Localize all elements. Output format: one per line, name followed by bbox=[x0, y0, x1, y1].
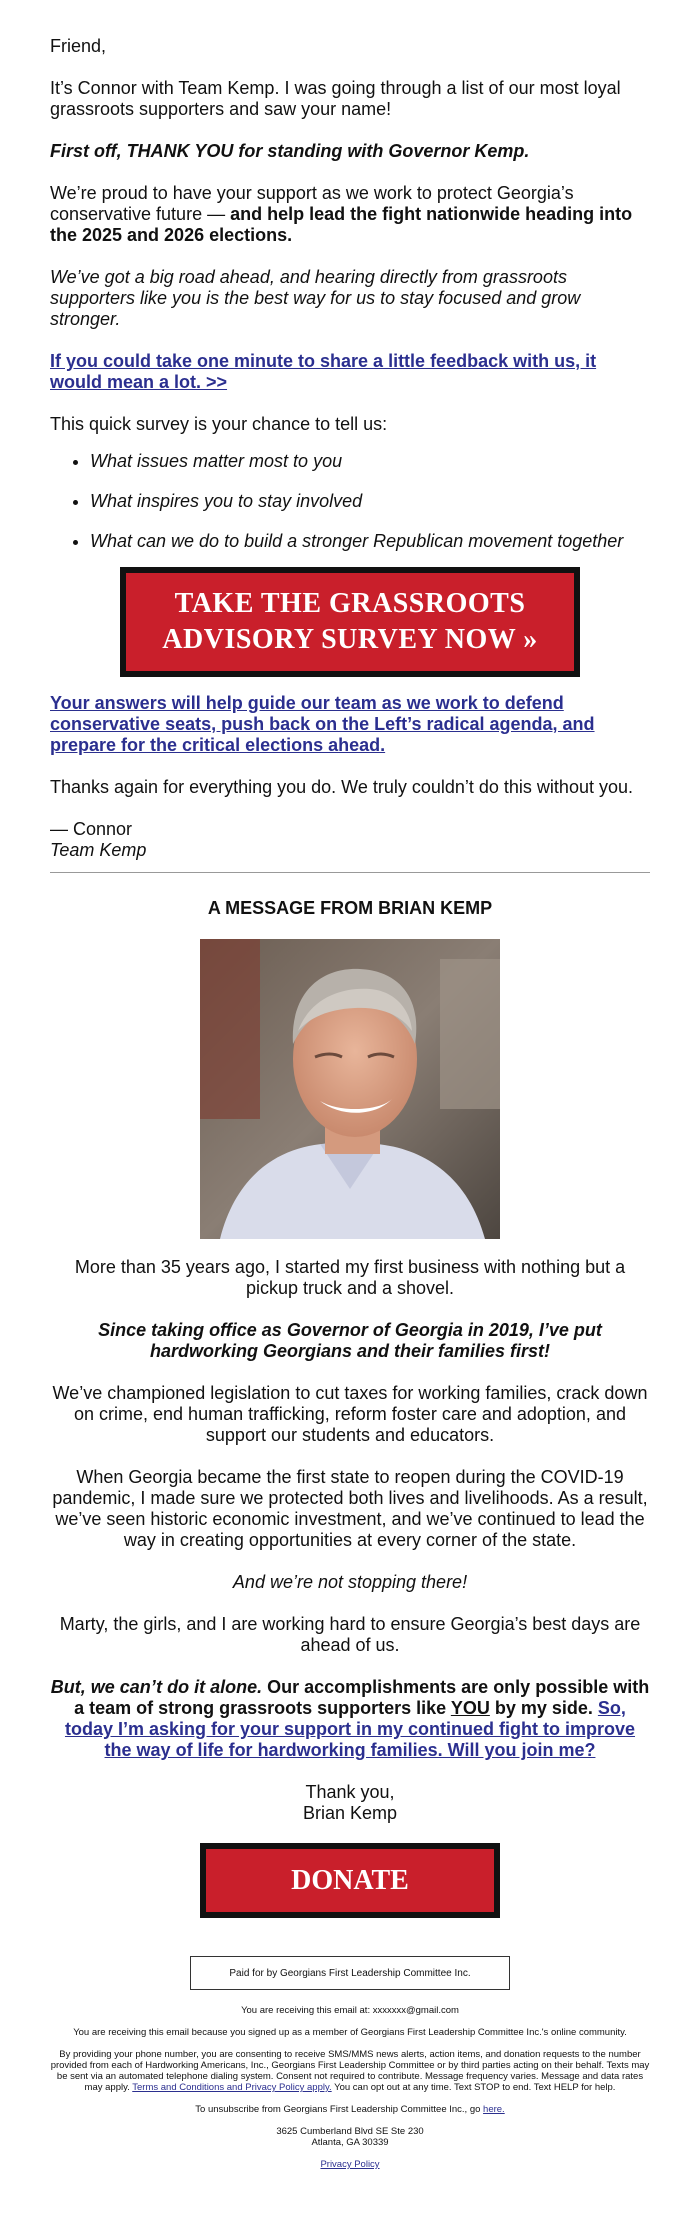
cant-do-alone: But, we can’t do it alone. bbox=[50, 1677, 263, 1697]
unsubscribe-line bbox=[50, 2104, 650, 2115]
support-link[interactable]: So, today I’m asking for your support in my continued fight to improve the way of life for hardworking families. Will you join me? bbox=[64, 1698, 636, 1760]
you-emphasis: YOU bbox=[450, 1698, 490, 1718]
message-paragraph-3: We’ve championed legislation to cut taxes for working families, crack down on crime, end human trafficking, reform foster care and adoption, and support our students and educators. bbox=[52, 1383, 648, 1445]
signature-team: Team Kemp bbox=[50, 840, 147, 860]
message-paragraph-7 bbox=[50, 1677, 650, 1761]
donate-label[interactable]: DONATE bbox=[206, 1849, 494, 1912]
bullet-item: • What issues matter most to you bbox=[90, 451, 690, 472]
donate-button[interactable] bbox=[200, 1843, 500, 1918]
paid-for-text: Paid for by Georgians First Leadership Committee Inc. bbox=[229, 1967, 471, 1979]
receiving-label: You are receiving this email at: bbox=[241, 2005, 373, 2016]
bullet-item: • What inspires you to stay involved bbox=[90, 491, 690, 512]
bullet-item: • What can we do to build a stronger Republican movement together bbox=[90, 531, 690, 552]
survey-cta-label[interactable] bbox=[126, 573, 574, 671]
intro-paragraph-3-a: We’re proud to have your support as we work to protect Georgia’s conservative future — bbox=[50, 183, 574, 224]
message-paragraph-1: More than 35 years ago, I started my first business with nothing but a pickup truck and a shovel. bbox=[74, 1257, 626, 1298]
address-line-1: 3625 Cumberland Blvd SE Ste 230 bbox=[276, 2126, 424, 2137]
member-notice: You are receiving this email because you signed up as a member of Georgians First Leadership Committee Inc.'s online community. bbox=[73, 2027, 627, 2038]
greeting: Friend, bbox=[50, 36, 107, 56]
message-paragraph-6: Marty, the girls, and I are working hard to ensure Georgia’s best days are ahead of us. bbox=[59, 1614, 641, 1655]
privacy-line bbox=[50, 2159, 650, 2170]
survey-intro: This quick survey is your chance to tell us: bbox=[50, 414, 388, 434]
thank-you-closing: Thank you, bbox=[305, 1782, 395, 1802]
message-heading: A MESSAGE FROM BRIAN KEMP bbox=[207, 898, 493, 918]
survey-cta-button[interactable] bbox=[120, 567, 580, 677]
address-line-2: Atlanta, GA 30339 bbox=[311, 2137, 389, 2148]
intro-paragraph-4: We’ve got a big road ahead, and hearing directly from grassroots supporters like you is the best way for us to stay focused and grow stronger. bbox=[50, 267, 581, 329]
section-divider bbox=[50, 872, 650, 873]
intro-paragraph-3-b: and help lead the fight nationwide heading into the 2025 and 2026 elections. bbox=[50, 204, 633, 245]
thank-you-line: First off, THANK YOU for standing with Governor Kemp. bbox=[50, 141, 530, 161]
survey-cta-line-2: ADVISORY SURVEY NOW » bbox=[162, 624, 538, 655]
intro-paragraph-1: It’s Connor with Team Kemp. I was going through a list of our most loyal grassroots supporters and saw your name! bbox=[50, 78, 621, 119]
terms-link[interactable]: Terms and Conditions and Privacy Policy apply. bbox=[132, 2082, 332, 2093]
unsubscribe-text: To unsubscribe from Georgians First Leadership Committee Inc., go bbox=[195, 2104, 484, 2115]
intro-paragraph-3 bbox=[50, 183, 650, 246]
message-paragraph-5: And we’re not stopping there! bbox=[232, 1572, 468, 1592]
message-paragraph-7-b: Our accomplishments are only possible with a team of strong grassroots supporters like bbox=[74, 1677, 650, 1718]
paid-for-box bbox=[190, 1956, 510, 1990]
portrait-image bbox=[200, 939, 500, 1239]
survey-cta-line-1: TAKE THE GRASSROOTS bbox=[174, 588, 526, 619]
sms-consent-a: By providing your phone number, you are consenting to receive SMS/MMS news alerts, action items, and donation requests to the number provided from each of Hardworking Americans, Inc., Georgians First Leadership Committee or by third parties acting on their behalf. Texts may be sent via an automated telephone dialing system. Consent not required to contribute. Message frequency varies. Message and data rates may apply. bbox=[50, 2049, 650, 2093]
sms-consent-b: You can opt out at any time. Text STOP to end. Text HELP for help. bbox=[331, 2082, 616, 2093]
signature-brian-kemp: Brian Kemp bbox=[302, 1803, 398, 1823]
message-paragraph-7-c: by my side. bbox=[489, 1698, 598, 1718]
survey-link[interactable]: If you could take one minute to share a little feedback with us, it would mean a lot. >> bbox=[50, 351, 597, 392]
message-paragraph-4: When Georgia became the first state to reopen during the COVID-19 pandemic, I made sure we protected both lives and livelihoods. As a result, we’ve seen historic economic investment, and we’ve continued to lead the way in creating opportunities at every corner of the state. bbox=[52, 1467, 648, 1550]
brian-kemp-photo bbox=[200, 939, 500, 1239]
unsubscribe-link[interactable]: here. bbox=[483, 2104, 505, 2115]
receiving-email-line bbox=[50, 2005, 650, 2016]
message-paragraph-2: Since taking office as Governor of Georgia in 2019, I’ve put hardworking Georgians and their families first! bbox=[98, 1320, 602, 1361]
signature-name: — Connor bbox=[50, 819, 133, 839]
sms-consent bbox=[50, 2049, 650, 2093]
answers-link[interactable]: Your answers will help guide our team as we work to defend conservative seats, push back on the Left’s radical agenda, and prepare for the critical elections ahead. bbox=[50, 693, 595, 755]
receiving-email: xxxxxxx@gmail.com bbox=[372, 2005, 459, 2016]
survey-bullets bbox=[50, 451, 690, 552]
thanks-paragraph: Thanks again for everything you do. We truly couldn’t do this without you. bbox=[50, 777, 633, 797]
privacy-policy-link[interactable]: Privacy Policy bbox=[320, 2159, 380, 2170]
